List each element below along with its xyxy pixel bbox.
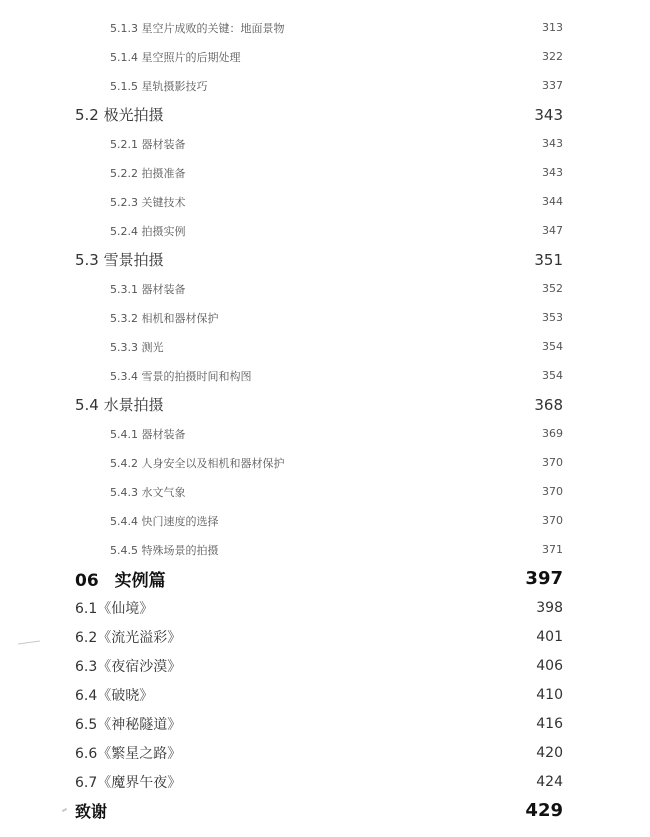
toc-entry-page: 369 — [542, 427, 563, 440]
toc-item-6-7[interactable] — [0, 767, 650, 796]
toc-entry-page: 322 — [542, 50, 563, 63]
toc-item-title: 6.2《流光溢彩》 — [75, 629, 182, 646]
toc-entry-5-3-2[interactable] — [0, 303, 650, 332]
toc-entry-5-4-3[interactable] — [0, 477, 650, 506]
toc-section-page: 368 — [534, 395, 563, 414]
toc-entry-page: 354 — [542, 340, 563, 353]
toc-chapter-page: 397 — [525, 568, 563, 589]
toc-entry-5-1-4[interactable] — [0, 42, 650, 71]
toc-entry-title: 5.3.1 器材装备 — [110, 282, 186, 296]
toc-item-page: 406 — [536, 657, 563, 674]
toc-entry-5-1-5[interactable] — [0, 71, 650, 100]
toc-item-page: 398 — [536, 599, 563, 616]
toc-item-6-6[interactable] — [0, 738, 650, 767]
toc-entry-page: 313 — [542, 21, 563, 34]
toc-entry-page: 347 — [542, 224, 563, 237]
toc-item-title: 6.5《神秘隧道》 — [75, 716, 182, 733]
toc-section-5-2[interactable] — [0, 100, 650, 129]
toc-entry-5-4-5[interactable] — [0, 535, 650, 564]
toc-entry-title: 5.1.4 星空照片的后期处理 — [110, 50, 241, 64]
toc-section-page: 351 — [534, 250, 563, 269]
toc-section-title: 5.2 极光拍摄 — [75, 106, 164, 124]
table-of-contents — [0, 13, 650, 825]
toc-item-title: 6.3《夜宿沙漠》 — [75, 658, 182, 675]
toc-entry-5-2-3[interactable] — [0, 187, 650, 216]
toc-entry-5-4-2[interactable] — [0, 448, 650, 477]
toc-entry-title: 5.4.5 特殊场景的拍摄 — [110, 543, 219, 557]
toc-entry-5-2-2[interactable] — [0, 158, 650, 187]
toc-acknowledgements-title: 致谢 — [75, 802, 108, 821]
toc-entry-page: 354 — [542, 369, 563, 382]
toc-entry-title: 5.4.4 快门速度的选择 — [110, 514, 219, 528]
toc-entry-title: 5.4.1 器材装备 — [110, 427, 186, 441]
toc-entry-title: 5.1.5 星轨摄影技巧 — [110, 79, 208, 93]
toc-entry-title: 5.2.4 拍摄实例 — [110, 224, 186, 238]
toc-entry-5-3-4[interactable] — [0, 361, 650, 390]
toc-entry-page: 343 — [542, 166, 563, 179]
toc-entry-title: 5.2.1 器材装备 — [110, 137, 186, 151]
toc-item-6-4[interactable] — [0, 680, 650, 709]
toc-entry-title: 5.2.3 关键技术 — [110, 195, 186, 209]
toc-chapter-title: 实例篇 — [114, 571, 166, 591]
toc-item-page: 420 — [536, 744, 563, 761]
toc-section-title: 5.4 水景拍摄 — [75, 396, 164, 414]
toc-section-page: 343 — [534, 105, 563, 124]
toc-entry-5-4-1[interactable] — [0, 419, 650, 448]
toc-item-title: 6.6《繁星之路》 — [75, 745, 182, 762]
toc-entry-5-3-1[interactable] — [0, 274, 650, 303]
toc-entry-5-1-3[interactable] — [0, 13, 650, 42]
toc-entry-title: 5.4.2 人身安全以及相机和器材保护 — [110, 456, 285, 470]
toc-item-6-2[interactable] — [0, 622, 650, 651]
toc-section-5-4[interactable] — [0, 390, 650, 419]
toc-item-6-1[interactable] — [0, 593, 650, 622]
toc-section-5-3[interactable] — [0, 245, 650, 274]
toc-item-title: 6.4《破晓》 — [75, 687, 154, 704]
toc-entry-5-4-4[interactable] — [0, 506, 650, 535]
toc-item-page: 424 — [536, 773, 563, 790]
toc-item-page: 416 — [536, 715, 563, 732]
toc-entry-page: 370 — [542, 485, 563, 498]
toc-entry-page: 352 — [542, 282, 563, 295]
toc-acknowledgements[interactable] — [0, 796, 650, 825]
toc-chapter-heading — [75, 566, 166, 591]
toc-entry-page: 370 — [542, 514, 563, 527]
toc-entry-5-2-1[interactable] — [0, 129, 650, 158]
toc-entry-title: 5.1.3 星空片成败的关键：地面景物 — [110, 21, 285, 35]
toc-chapter-number: 06 — [75, 571, 99, 591]
toc-item-6-3[interactable] — [0, 651, 650, 680]
toc-entry-title: 5.3.4 雪景的拍摄时间和构图 — [110, 369, 252, 383]
toc-entry-title: 5.4.3 水文气象 — [110, 485, 186, 499]
toc-item-6-5[interactable] — [0, 709, 650, 738]
toc-entry-page: 337 — [542, 79, 563, 92]
toc-entry-page: 371 — [542, 543, 563, 556]
toc-entry-page: 343 — [542, 137, 563, 150]
toc-section-title: 5.3 雪景拍摄 — [75, 251, 164, 269]
toc-item-title: 6.1《仙境》 — [75, 600, 154, 617]
toc-entry-5-3-3[interactable] — [0, 332, 650, 361]
toc-entry-title: 5.3.2 相机和器材保护 — [110, 311, 219, 325]
toc-chapter-06[interactable] — [0, 564, 650, 593]
toc-item-title: 6.7《魔界午夜》 — [75, 774, 182, 791]
toc-entry-title: 5.2.2 拍摄准备 — [110, 166, 186, 180]
toc-entry-5-2-4[interactable] — [0, 216, 650, 245]
toc-entry-page: 344 — [542, 195, 563, 208]
toc-item-page: 410 — [536, 686, 563, 703]
toc-entry-page: 370 — [542, 456, 563, 469]
toc-entry-page: 353 — [542, 311, 563, 324]
toc-acknowledgements-page: 429 — [525, 800, 563, 821]
toc-item-page: 401 — [536, 628, 563, 645]
toc-entry-title: 5.3.3 测光 — [110, 340, 164, 354]
